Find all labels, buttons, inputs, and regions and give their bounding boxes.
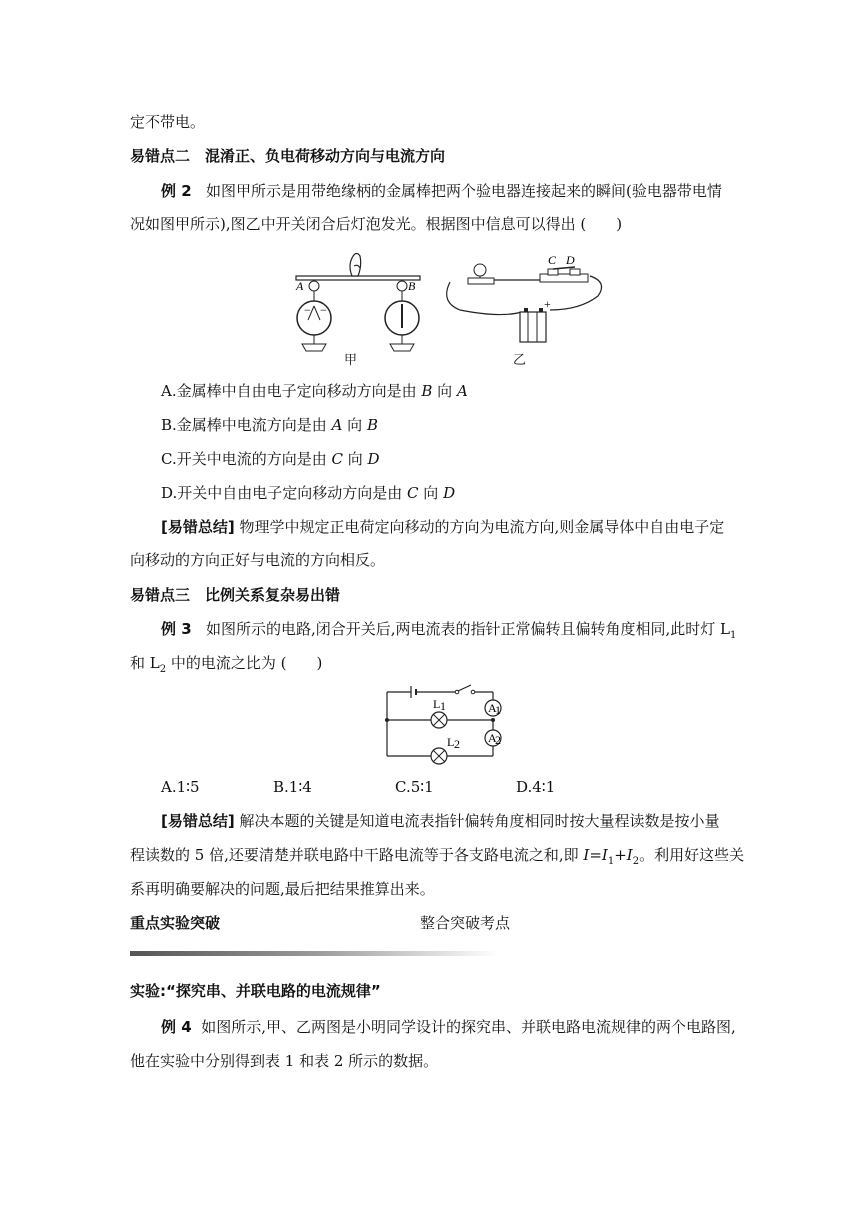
label-B: B [408,279,416,293]
option-b: B.金属棒中电流方向是由 A 向 B [161,416,378,434]
figure-jia-caption: 甲 [344,353,358,368]
svg-text:−: − [304,303,311,317]
section-title-3: 易错点三 比例关系复杂易出错 [130,586,341,604]
example-2-line-1 [161,181,722,201]
summary-3-line-3: 系再明确要解决的问题,最后把结果推算出来。 [130,880,435,898]
summary-tag: [易错总结] [161,518,235,536]
ammeter-a1-label: A [488,701,497,715]
option-c: C.开关中电流的方向是由 C 向 D [161,450,380,468]
figure-ex3-circuit [383,684,513,764]
example-2-text: 如图甲所示是用带绝缘柄的金属棒把两个验电器连接起来的瞬间(验电器带电情 [205,182,722,200]
label-A: A [296,279,304,293]
paragraph-tail: 定不带电。 [130,113,206,131]
example-3-label: 例 3 [161,620,192,638]
summary-2-line-1: [易错总结] 物理学中规定正电荷定向移动的方向为电流方向,则金属导体中自由电子定 [161,518,725,536]
example-4-line-1: 例 4 如图所示,甲、乙两图是小明同学设计的探究串、并联电路电流规律的两个电路图, [161,1018,736,1036]
svg-text:1: 1 [440,699,446,713]
figure-jia-electroscopes [290,248,430,368]
label-C: C [548,253,557,267]
example-2-label: 例 2 [161,182,192,200]
figure-yi-circuit [440,252,610,352]
lamp-l1-label: L [433,697,441,711]
option-d: D.开关中自由电子定向移动方向是由 C 向 D [161,484,456,502]
example-3-line-1: 例 3 如图所示的电路,闭合开关后,两电流表的指针正常偏转且偏转角度相同,此时灯 $L_1$ [161,620,737,641]
summary-2-line-2: 向移动的方向正好与电流的方向相反。 [130,551,386,569]
label-D: D [566,253,575,267]
option-3a: A.1∶5 [161,778,200,796]
example-4-line-2: 他在实验中分别得到表 1 和表 2 所示的数据。 [130,1052,439,1070]
key-experiment-subheading: 整合突破考点 [420,914,511,932]
figure-yi-caption: 乙 [513,353,527,368]
svg-text:2: 2 [454,737,460,751]
key-experiment-heading: 重点实验突破 [130,914,221,932]
ammeter-a2-label: A [488,731,497,745]
option-3d: D.4∶1 [516,778,556,796]
section-title-2: 易错点二 混淆正、负电荷移动方向与电流方向 [130,147,446,165]
svg-text:+: + [544,297,551,311]
example-2-line-2: 况如图甲所示),图乙中开关闭合后灯泡发光。根据图中信息可以得出 ( ) [130,215,623,233]
summary-3-line-1: [易错总结] 解决本题的关键是知道电流表指针偏转角度相同时按大量程读数是按小量 [161,812,720,830]
svg-text:2: 2 [495,733,501,747]
option-a: A.金属棒中自由电子定向移动方向是由 B 向 A [161,382,468,400]
option-3b: B.1∶4 [273,778,312,796]
lamp-l2-label: L [447,735,455,749]
example-3-line-2: 和 $L_2$ 中的电流之比为 ( ) [130,654,323,675]
svg-text:−: − [320,303,327,317]
option-3c: C.5∶1 [395,778,434,796]
summary-3-line-2: 程读数的 5 倍,还要清楚并联电路中干路电流等于各支路电流之和,即 $I=I_1+I_2$。利用好这些关 [130,846,745,867]
svg-text:1: 1 [495,703,501,717]
section-divider [130,951,498,956]
experiment-title: 实验:“探究串、并联电路的电流规律” [130,982,381,1000]
